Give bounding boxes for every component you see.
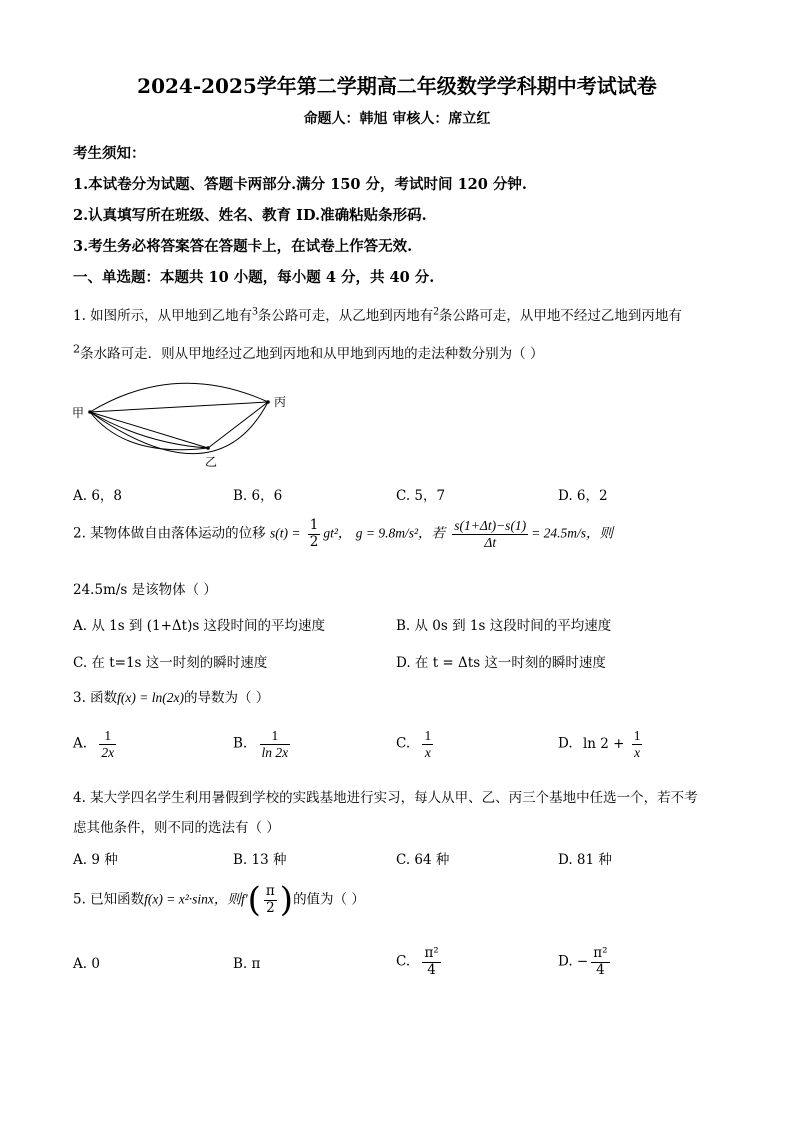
q3-d-fraction <box>632 728 643 760</box>
q3-d-prefix: ln 2 + <box>582 735 625 752</box>
q3-c-fraction <box>422 728 433 760</box>
q4-option-c[interactable]: C. 64 种 <box>396 852 450 868</box>
q1-text-c: 条公路可走，从甲地不经过乙地到丙地有 <box>438 308 682 324</box>
q2-half-den: 2 <box>309 533 319 550</box>
q3-option-a[interactable] <box>73 728 119 760</box>
q5-d-fraction <box>591 946 609 978</box>
q1-route-figure <box>66 380 296 472</box>
q3-b-fraction <box>260 728 291 760</box>
instruction-item-2: 2.认真填写所在班级、姓名、教育 ID.准确粘贴条形码. <box>73 207 427 224</box>
label-jia: 甲 <box>72 406 85 420</box>
point-bing <box>266 400 270 404</box>
q3-a-fraction <box>99 728 116 760</box>
q3-text-b: 的导数为（ ） <box>184 690 270 706</box>
water-route-upper <box>90 383 268 412</box>
q3-b-num: 1 <box>260 728 291 745</box>
q5-option-c[interactable] <box>396 946 444 978</box>
q2-option-c[interactable]: C. 在 t=1s 这一时刻的瞬时速度 <box>73 655 268 671</box>
q5-c-num: π² <box>424 945 439 961</box>
q3-option-c[interactable] <box>396 728 436 760</box>
q1-text-d: 条水路可走．则从甲地经过乙地到丙地和从甲地到丙地的走法种数分别为（ ） <box>80 346 544 362</box>
q3-text-a: 3. 函数 <box>73 690 118 706</box>
q1-option-b[interactable]: B. 6，6 <box>233 488 283 504</box>
q2-option-b[interactable]: B. 从 0s 到 1s 这段时间的平均速度 <box>396 618 612 634</box>
q5-label-d: D. − <box>558 953 589 970</box>
q2-half-num: 1 <box>309 517 319 533</box>
road-yi-bing-2 <box>90 402 268 454</box>
q5-label-c: C. <box>396 953 411 970</box>
q4-option-a[interactable]: A. 9 种 <box>73 852 118 868</box>
instruction-item-1: 1.本试卷分为试题、答题卡两部分.满分 150 分，考试时间 120 分钟. <box>73 176 527 193</box>
q1-number-2: 2 <box>433 305 439 318</box>
q1-number-3: 3 <box>252 305 258 318</box>
q5-c-den: 4 <box>427 961 436 978</box>
q2-option-a[interactable]: A. 从 1s 到 (1+Δt)s 这段时间的平均速度 <box>73 618 326 634</box>
q2-stem-line2: 24.5m/s 是该物体（ ） <box>73 582 217 598</box>
q3-label-a: A. <box>73 735 88 752</box>
q3-label-d: D. <box>558 735 573 752</box>
q3-label-b: B. <box>233 735 248 752</box>
q5-text-b: 的值为（ ） <box>293 891 365 908</box>
q5-pi-den: 2 <box>266 899 275 916</box>
q1-option-c[interactable]: C. 5，7 <box>396 488 446 504</box>
q5-text-a: 5. 已知函数 <box>73 891 145 908</box>
q3-function: f(x) = ln(2x) <box>117 690 184 705</box>
q4-option-b[interactable]: B. 13 种 <box>233 852 287 868</box>
q5-d-num: π² <box>593 945 608 961</box>
q4-option-d[interactable]: D. 81 种 <box>558 852 612 868</box>
q5-function: f(x) = x²·sinx，则 <box>144 891 241 907</box>
q5-c-fraction <box>422 946 440 978</box>
q3-a-den: 2x <box>101 744 115 760</box>
q4-stem-line2: 虑其他条件，则不同的选法有（ ） <box>73 820 280 836</box>
instruction-item-3: 3.考生务必将答案答在答题卡上，在试卷上作答无效. <box>73 238 413 255</box>
water-route-straight <box>90 402 268 412</box>
q2-stem-line1 <box>73 518 613 550</box>
q1-text-a: 1. 如图所示，从甲地到乙地有 <box>73 308 253 324</box>
q5-option-a[interactable]: A. 0 <box>73 956 100 972</box>
q3-label-c: C. <box>396 735 411 752</box>
q3-d-den: x <box>634 744 641 760</box>
q1-option-a[interactable]: A. 6，8 <box>73 488 123 504</box>
q5-paren-open: ( <box>247 880 261 920</box>
q2-ratio-num: s(1+Δt)−s(1) <box>454 518 527 533</box>
q2-half-fraction <box>308 518 321 550</box>
q5-derivative-f: f′ <box>240 891 248 907</box>
label-bing: 丙 <box>274 395 287 409</box>
q2-ratio-den: Δt <box>484 534 497 550</box>
q3-a-num: 1 <box>99 728 116 745</box>
q1-number-2b: 2 <box>73 342 81 356</box>
q3-c-num: 1 <box>424 728 432 743</box>
instructions-heading: 考生须知： <box>73 145 146 162</box>
road-yi-bing-1 <box>208 402 268 448</box>
q5-paren-close: ) <box>279 880 294 920</box>
exam-title: 2024-2025学年第二学期高二年级数学学科期中考试试卷 <box>137 74 657 98</box>
road-jia-yi-3 <box>90 412 208 448</box>
exam-authors: 命题人：韩旭 审核人：席立红 <box>303 111 491 127</box>
q2-g-value: g = 9.8m/s²，若 <box>355 525 445 541</box>
q5-pi-fraction <box>264 884 277 916</box>
section-heading: 一、单选题：本题共 10 小题，每小题 4 分，共 40 分. <box>73 269 435 286</box>
label-yi: 乙 <box>205 455 218 469</box>
q1-stem-line2 <box>73 342 543 362</box>
q3-d-num: 1 <box>633 728 641 743</box>
q3-b-den: ln 2x <box>261 744 289 760</box>
q3-c-den: x <box>424 744 431 760</box>
q4-stem-line1: 4. 某大学四名学生利用暑假到学校的实践基地进行实习，每人从甲、乙、丙三个基地中任选一个，若不考 <box>73 790 698 806</box>
q5-pi-num: π <box>265 882 275 899</box>
q3-option-d[interactable] <box>558 728 645 760</box>
q5-option-d[interactable] <box>558 946 613 978</box>
q2-text-pre: 2. 某物体做自由落体运动的位移 <box>73 525 266 542</box>
q2-ratio-eq: = 24.5m/s，则 <box>531 525 614 541</box>
q1-stem-line1 <box>73 304 682 324</box>
point-yi <box>206 446 210 450</box>
q2-ratio-fraction <box>452 518 528 550</box>
q2-gt2: gt²， <box>323 525 352 541</box>
q2-s-t: s(t) = <box>269 525 301 541</box>
q5-d-den: 4 <box>596 961 605 978</box>
point-jia <box>88 410 92 414</box>
q5-stem <box>73 880 365 920</box>
q3-stem <box>73 686 269 706</box>
q1-option-d[interactable]: D. 6，2 <box>558 488 608 504</box>
q2-option-d[interactable]: D. 在 t = Δts 这一时刻的瞬时速度 <box>396 655 606 671</box>
q5-option-b[interactable]: B. π <box>233 956 261 972</box>
q3-option-b[interactable] <box>233 728 293 760</box>
q1-text-b: 条公路可走，从乙地到丙地有 <box>257 308 434 324</box>
